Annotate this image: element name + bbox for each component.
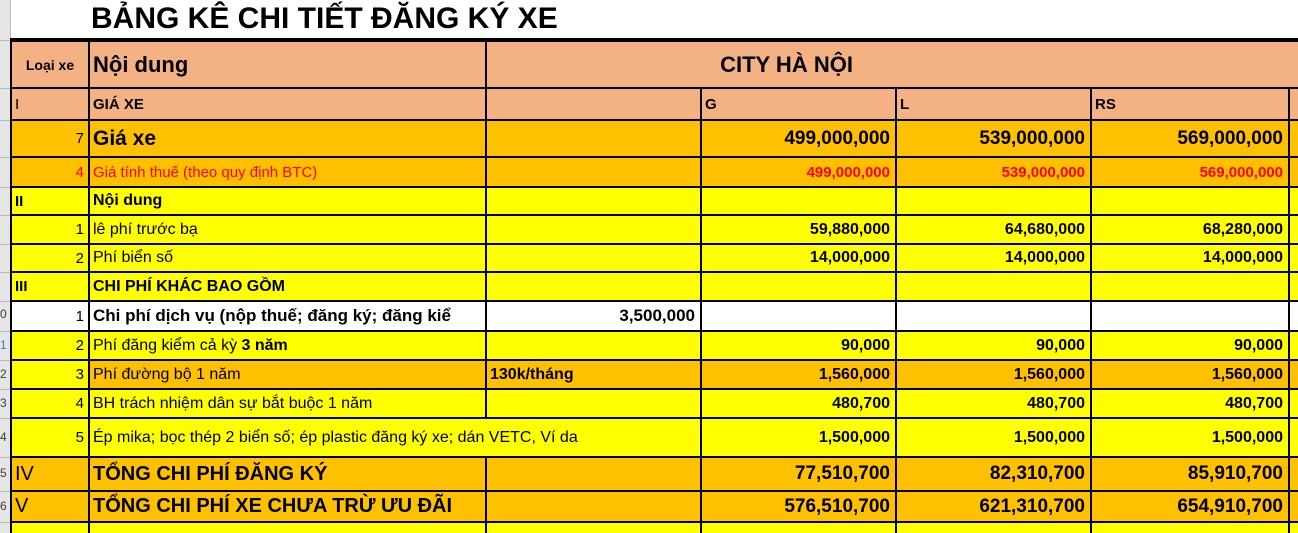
value-cell-g[interactable]: 499,000,000 [701,120,896,157]
row-number[interactable]: 4 [0,431,7,443]
cell-sliver[interactable] [1289,418,1298,457]
total-label-cell[interactable]: TỔNG CHI PHÍ ĐĂNG KÝ [89,457,486,491]
value-cell-g[interactable]: 59,880,000 [701,215,896,244]
item-label-cell[interactable]: Giá tính thuế (theo quy định BTC) [89,157,486,187]
table-row [11,360,1298,389]
row-index-cell[interactable]: 5 [11,418,89,457]
value-cell-l[interactable]: 1,500,000 [896,418,1091,457]
section-index-cell[interactable]: II [11,187,89,215]
cell-blank[interactable] [486,215,701,244]
section-row-gia-xe [11,88,1298,120]
cell-blank[interactable] [486,88,701,120]
value-cell-rs[interactable]: 14,000,000 [1091,244,1289,272]
sheet-title-cell[interactable]: BẢNG KÊ CHI TIẾT ĐĂNG KÝ XE [89,0,1298,40]
title-row [11,0,1298,40]
cell-sliver[interactable] [1289,457,1298,491]
cell-blank[interactable] [701,301,896,331]
variant-header-l[interactable]: L [896,88,1091,120]
value-cell-g[interactable]: 1,500,000 [701,418,896,457]
section-index-cell[interactable]: III [11,272,89,301]
value-cell-l[interactable]: 480,700 [896,389,1091,418]
cell-blank[interactable] [486,157,701,187]
value-cell-l[interactable]: 90,000 [896,331,1091,360]
row-number[interactable]: 3 [0,397,7,409]
cell-sliver[interactable] [1289,120,1298,157]
value-cell-rs[interactable]: 1,500,000 [1091,418,1289,457]
cell-blank[interactable] [486,272,701,301]
cell-blank[interactable] [896,187,1091,215]
value-cell-g[interactable]: 499,000,000 [701,157,896,187]
value-cell-rs[interactable]: 1,560,000 [1091,360,1289,389]
table-row [11,120,1298,157]
cell-blank[interactable] [701,272,896,301]
variant-header-rs[interactable]: RS [1091,88,1289,120]
item-label-cell[interactable]: Phí đường bộ 1 năm [89,360,486,389]
cell-blank[interactable] [1091,301,1289,331]
cell-sliver[interactable] [1289,522,1298,533]
table-row [11,331,1298,360]
table-row [11,301,1298,331]
cell-blank[interactable] [896,301,1091,331]
label-text: Phí đăng kiểm cả kỳ [93,336,242,354]
col-header-city-ha-noi[interactable]: CITY HÀ NỘI [486,40,1298,88]
cell-blank[interactable] [896,522,1091,533]
grand-total-row [11,491,1298,522]
cell-blank[interactable] [486,331,701,360]
section-index-cell[interactable]: I [11,88,89,120]
cell-blank[interactable] [1091,272,1289,301]
row-index-cell[interactable]: 3 [11,360,89,389]
col-header-loai-xe[interactable]: Loại xe [11,40,89,88]
row-index-cell[interactable]: 4 [11,157,89,187]
table-row [11,215,1298,244]
cell-blank[interactable] [486,491,701,522]
value-cell-rs[interactable]: 569,000,000 [1091,157,1289,187]
row-index-cell[interactable]: 2 [11,331,89,360]
value-cell-l[interactable]: 82,310,700 [896,457,1091,491]
cell-blank[interactable] [1091,187,1289,215]
row-index-cell[interactable]: 1 [11,301,89,331]
value-cell-l[interactable]: 539,000,000 [896,120,1091,157]
service-fee-cell[interactable]: 3,500,000 [486,301,701,331]
cell-blank[interactable] [701,522,896,533]
value-cell-l[interactable]: 64,680,000 [896,215,1091,244]
row-number[interactable]: 6 [0,500,7,512]
value-cell-rs[interactable]: 654,910,700 [1091,491,1289,522]
row-number[interactable]: 0 [0,308,7,320]
cell-sliver[interactable] [1289,187,1298,215]
col-header-noi-dung[interactable]: Nội dung [89,40,486,88]
cell-blank[interactable] [486,120,701,157]
cell-sliver[interactable] [1289,157,1298,187]
section-index-cell[interactable]: IV [11,457,89,491]
section-label-cell[interactable]: GIÁ XE [89,88,486,120]
table-row [11,522,1298,533]
row-number[interactable]: 5 [0,467,7,479]
item-label-cell[interactable] [89,331,486,360]
cell-blank[interactable] [89,522,486,533]
cell-blank[interactable] [701,187,896,215]
cell-sliver[interactable] [1289,88,1298,120]
cell-blank[interactable] [486,522,701,533]
value-cell-g[interactable]: 90,000 [701,331,896,360]
row-index-cell[interactable]: 2 [11,244,89,272]
cell-blank[interactable] [486,244,701,272]
table-row [11,389,1298,418]
cell-blank[interactable] [486,457,701,491]
table-row [11,157,1298,187]
item-label-cell[interactable]: Phí biển số [89,244,486,272]
value-cell-g[interactable]: 576,510,700 [701,491,896,522]
label-bold-text: 3 năm [241,336,288,354]
value-cell-l[interactable]: 1,560,000 [896,360,1091,389]
table-row [11,244,1298,272]
cell-sliver[interactable] [1289,491,1298,522]
cell-sliver[interactable] [1289,331,1298,360]
row-index-cell[interactable]: 4 [11,389,89,418]
cell-blank[interactable] [11,522,89,533]
value-cell-l[interactable]: 539,000,000 [896,157,1091,187]
value-cell-l[interactable]: 14,000,000 [896,244,1091,272]
value-cell-rs[interactable]: 85,910,700 [1091,457,1289,491]
item-label-cell[interactable]: BH trách nhiệm dân sự bắt buộc 1 năm [89,389,486,418]
value-cell-rs[interactable]: 480,700 [1091,389,1289,418]
section-label-cell[interactable]: CHI PHÍ KHÁC BAO GỒM [89,272,486,301]
cell-blank[interactable] [1091,522,1289,533]
cell-sliver[interactable] [1289,389,1298,418]
cell-blank[interactable] [896,272,1091,301]
total-label-cell[interactable]: TỔNG CHI PHÍ XE CHƯA TRỪ ƯU ĐÃI [89,491,486,522]
header-row [11,40,1298,88]
cell-blank[interactable] [11,0,89,40]
row-index-cell[interactable]: 1 [11,215,89,244]
value-cell-rs[interactable]: 569,000,000 [1091,120,1289,157]
variant-header-g[interactable]: G [701,88,896,120]
cell-blank[interactable] [486,187,701,215]
value-cell-g[interactable]: 1,560,000 [701,360,896,389]
total-registration-row [11,457,1298,491]
value-cell-l[interactable]: 621,310,700 [896,491,1091,522]
table-row [11,418,1298,457]
cell-sliver[interactable] [1289,272,1298,301]
section-row-chi-phi-khac [11,272,1298,301]
value-cell-rs[interactable]: 90,000 [1091,331,1289,360]
value-cell-rs[interactable]: 68,280,000 [1091,215,1289,244]
section-row-noi-dung [11,187,1298,215]
cell-sliver[interactable] [1289,301,1298,331]
value-cell-g[interactable]: 14,000,000 [701,244,896,272]
row-index-cell[interactable]: 7 [11,120,89,157]
item-label-cell[interactable]: lê phí trước bạ [89,215,486,244]
row-number[interactable]: 2 [0,368,7,380]
cell-sliver[interactable] [1289,215,1298,244]
note-cell[interactable]: 130k/tháng [486,360,701,389]
item-label-cell[interactable]: Ép mika; bọc thép 2 biển số; ép plastic đăng ký xe; dán VETC, Ví da [89,418,701,457]
item-label-cell[interactable]: Chi phí dịch vụ (nộp thuế; đăng ký; đăng kiể [89,301,486,331]
cell-sliver[interactable] [1289,244,1298,272]
registration-cost-table [10,0,1298,533]
section-index-cell[interactable]: V [11,491,89,522]
section-label-cell[interactable]: Nội dung [89,187,486,215]
item-label-cell[interactable]: Giá xe [89,120,486,157]
cell-blank[interactable] [486,389,701,418]
cell-sliver[interactable] [1289,360,1298,389]
value-cell-g[interactable]: 480,700 [701,389,896,418]
row-number[interactable]: 1 [0,339,7,351]
value-cell-g[interactable]: 77,510,700 [701,457,896,491]
